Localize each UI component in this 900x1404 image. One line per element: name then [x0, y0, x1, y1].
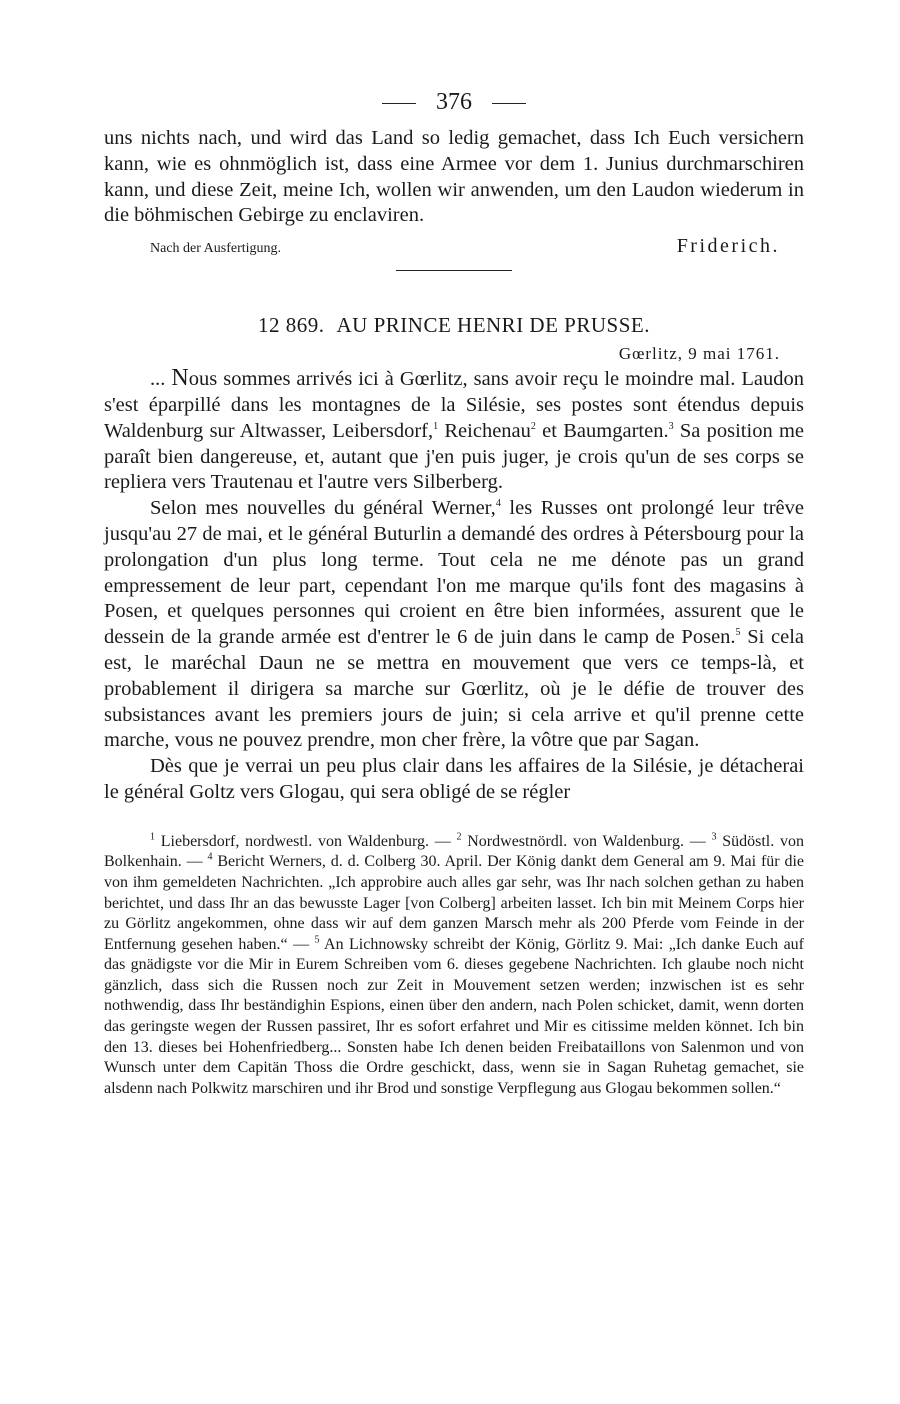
book-page	[104, 84, 804, 1099]
page-number: 376	[436, 89, 472, 115]
letter-paragraph-3: Dès que je verrai un peu plus clair dans les affaires de la Silésie, je détacherai le général Goltz vers Glogau, qui sera obligé de se régler	[104, 755, 804, 803]
paragraph-text: Sa position me paraît bien dangereuse, et, autant que j'en puis juger, je crois qu'un de ses corps se repliera vers Trautenau et l'autre vers Silberberg.	[104, 419, 805, 494]
letter-dateline: Gœrlitz, 9 mai 1761.	[618, 344, 780, 364]
footnote-ref-4: 4	[495, 498, 501, 510]
footnote-text: Bericht Werners, d. d. Colberg 30. April. Der König dankt dem General am 9. Mai für die von ihm gemeldeten Nachrichten. „Ich approbire auch alles gar sehr, was Ihr nach solchen gethan zu haben berichtet, und dass Ihr an das bewusste Lager [von Colberg] arbeiten lasset. Ich bin mit Meinem Corps hier zu Görlitz angekommen, ohne dass wir auf dem ganzen Marsch mehr als 200 Pferde vom Feinde in der Entfernung gesehen haben.“ —	[104, 853, 805, 953]
letter-title: AU PRINCE HENRI DE PRUSSE.	[336, 313, 650, 338]
footnote-ref-2: 2	[530, 420, 536, 432]
paragraph-text: Selon mes nouvelles du général Werner,	[150, 497, 496, 520]
letter-heading	[104, 313, 804, 338]
footnote-text: Nordwestnördl. von Waldenburg. —	[461, 832, 712, 850]
footnote-text: Südöstl. von Bolkenhain. —	[104, 832, 805, 871]
footnote-mark-3: 3	[711, 831, 717, 843]
signature-row	[104, 235, 804, 258]
footnote-mark-4: 4	[207, 852, 213, 863]
page-header	[104, 84, 804, 120]
signature: Friderich.	[676, 235, 780, 258]
header-dash-left	[382, 103, 416, 104]
letter-paragraph-1	[104, 366, 804, 496]
source-note: Nach der Ausfertigung.	[150, 241, 282, 257]
paragraph-text: Si cela est, le maréchal Daun ne se mettra en mouvement que vers ce temps-là, et probablement il dirigera sa marche sur Gœrlitz, où je le défie de trouver des subsistances avant les premiers jours de juin; si cela arrive et qu'il prenne cette marche, vous ne pouvez prendre, mon cher frère, la vôtre que par Sagan.	[104, 626, 804, 752]
footnote-ref-1: 1	[433, 420, 439, 432]
footnotes	[104, 832, 804, 1100]
letter-number: 12 869.	[258, 313, 325, 338]
footnote-mark-5: 5	[314, 934, 320, 946]
footnote-mark-1: 1	[150, 831, 155, 843]
footnote-ref-5: 5	[735, 627, 741, 639]
letter-paragraph-2	[104, 496, 804, 754]
paragraph-text: et Baumgarten.	[535, 419, 669, 442]
ellipsis: ...	[150, 368, 172, 391]
footnote-text: Liebersdorf, nordwestl. von Waldenburg. —	[155, 832, 457, 850]
section-separator	[396, 270, 512, 271]
header-dash-right	[492, 103, 526, 104]
footnote-ref-3: 3	[668, 420, 674, 432]
paragraph-text: ous sommes arrivés ici à Gœrlitz, sans avoir reçu le moindre mal. Laudon s'est éparpillé dans les montagnes de la Silésie, ses postes sont étendus depuis Waldenburg sur Altwasser, Leibersdorf,	[104, 368, 804, 442]
initial-letter: N	[171, 365, 189, 392]
previous-letter-closing: uns nichts nach, und wird das Land so ledig gemachet, dass Ich Euch versichern kann, wie es ohnmöglich ist, dass eine Armee vor dem 1. Junius durchmarschiren kann, und diese Zeit, meine Ich, wollen wir anwenden, um den Laudon wiederum in die böhmischen Gebirge zu enclaviren.	[104, 127, 804, 227]
paragraph-text: les Russes ont prolongé leur trêve jusqu'au 27 de mai, et le général Buturlin a demandé des ordres à Pétersbourg pour la prolongation d'un plus long terme. Tout cela ne me dénote pas un grand empressement de leur part, cependant l'on me marque qu'ils font des magasins à Posen, et quelques personnes qui croient en être bien informées, assurent que le dessein de la grande armée est d'entrer le 6 de juin dans le camp de Posen.	[104, 497, 804, 649]
paragraph-text: Reichenau	[438, 419, 531, 442]
footnote-mark-2: 2	[456, 831, 462, 843]
footnote-text: An Lichnowsky schreibt der König, Görlitz 9. Mai: „Ich danke Euch auf das gnädigste vor die Mir in Eurem Schreiben vom 6. dieses gegebene Nachrichten. Ich glaube noch nicht gänzlich, dass sich die Russen noch zur Zeit in Mouvement setzen werden; inzwischen ist es sehr nothwendig, dass Ihr beständighin Espions, einen über den andern, nach Polen schicket, damit, wenn dorten das geringste wegen der Russen passiret, Ihr es sofort erfahret und Mir es citissime melden könnet. Ich bin den 13. dieses bei Hohenfriedberg... Sonsten habe Ich denen beiden Freibataillons von Salenmon und von Wunsch unter dem Capitän Thoss die Ordre geschickt, dass, wenn sie in Sagan Ruhetag gemachet, sie alsdenn nach Polkwitz marschiren und ihr Brod und sonstige Verpflegung aus Glogau bekommen sollen.“	[104, 935, 804, 1097]
